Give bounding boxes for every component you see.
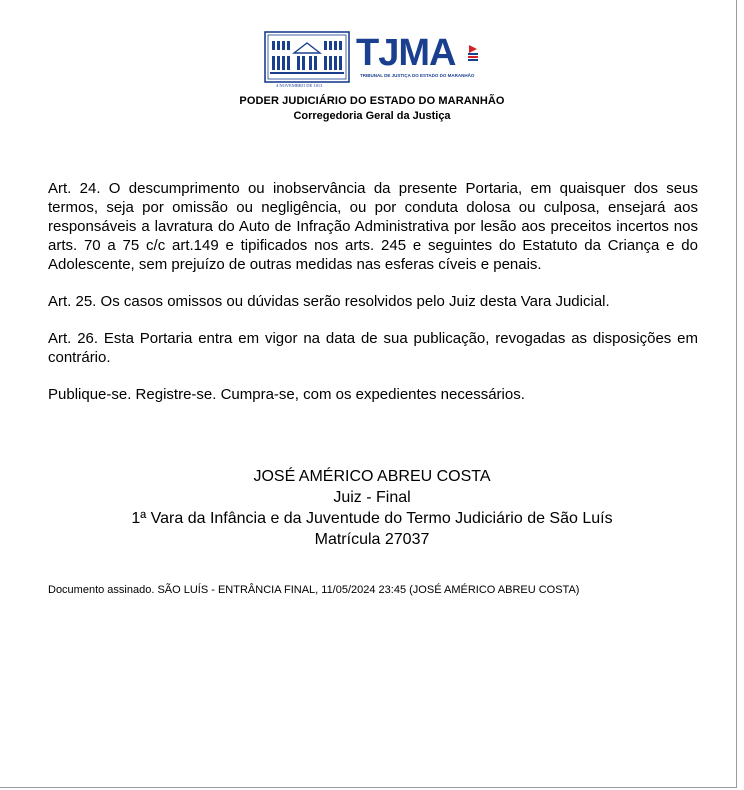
tjma-logo xyxy=(264,31,484,89)
signer-registration: Matrícula 27037 xyxy=(314,531,430,548)
header-department: Corregedoria Geral da Justiça xyxy=(293,110,451,122)
paragraph-closing: Publique-se. Registre-se. Cumpra-se, com os expedientes necessários. xyxy=(48,386,525,403)
tjma-subtitle: TRIBUNAL DE JUSTIÇA DO ESTADO DO MARANHÃO xyxy=(360,73,475,78)
signer-name: JOSÉ AMÉRICO ABREU COSTA xyxy=(253,468,491,485)
paragraph-art-25: Art. 25. Os casos omissos ou dúvidas serão resolvidos pelo Juiz desta Vara Judicial. xyxy=(48,293,610,310)
seal-caption: 4 NOVEMBRO DE 1813 xyxy=(276,83,323,88)
signer-role: Juiz - Final xyxy=(333,489,411,506)
paragraph-art-26: Art. 26. Esta Portaria entra em vigor na data de sua publicação, revogadas as disposições em contrário. xyxy=(48,330,698,366)
signature-block xyxy=(0,466,744,550)
signed-document-note: Documento assinado. SÃO LUÍS - ENTRÂNCIA FINAL, 11/05/2024 23:45 (JOSÉ AMÉRICO ABREU COSTA) xyxy=(48,584,580,596)
header-court-name: PODER JUDICIÁRIO DO ESTADO DO MARANHÃO xyxy=(239,95,505,107)
signer-court: 1ª Vara da Infância e da Juventude do Termo Judiciário de São Luís xyxy=(131,510,613,527)
document-body xyxy=(48,179,698,422)
tjma-acronym: TJMA xyxy=(356,32,456,74)
paragraph-art-24: Art. 24. O descumprimento ou inobservância da presente Portaria, em quaisquer dos seus termos, seja por omissão ou negligência, ou por conduta dolosa ou culposa, ensejará aos responsáveis a lavratura do Auto de Infração Administrativa por lesão aos preceitos incertos nos arts. 70 a 75 c/c art.149 e tipificados nos arts. 245 e seguintes do Estatuto da Criança e do Adolescente, sem prejuízo de outras medidas nas esferas cíveis e penais. xyxy=(48,180,698,273)
